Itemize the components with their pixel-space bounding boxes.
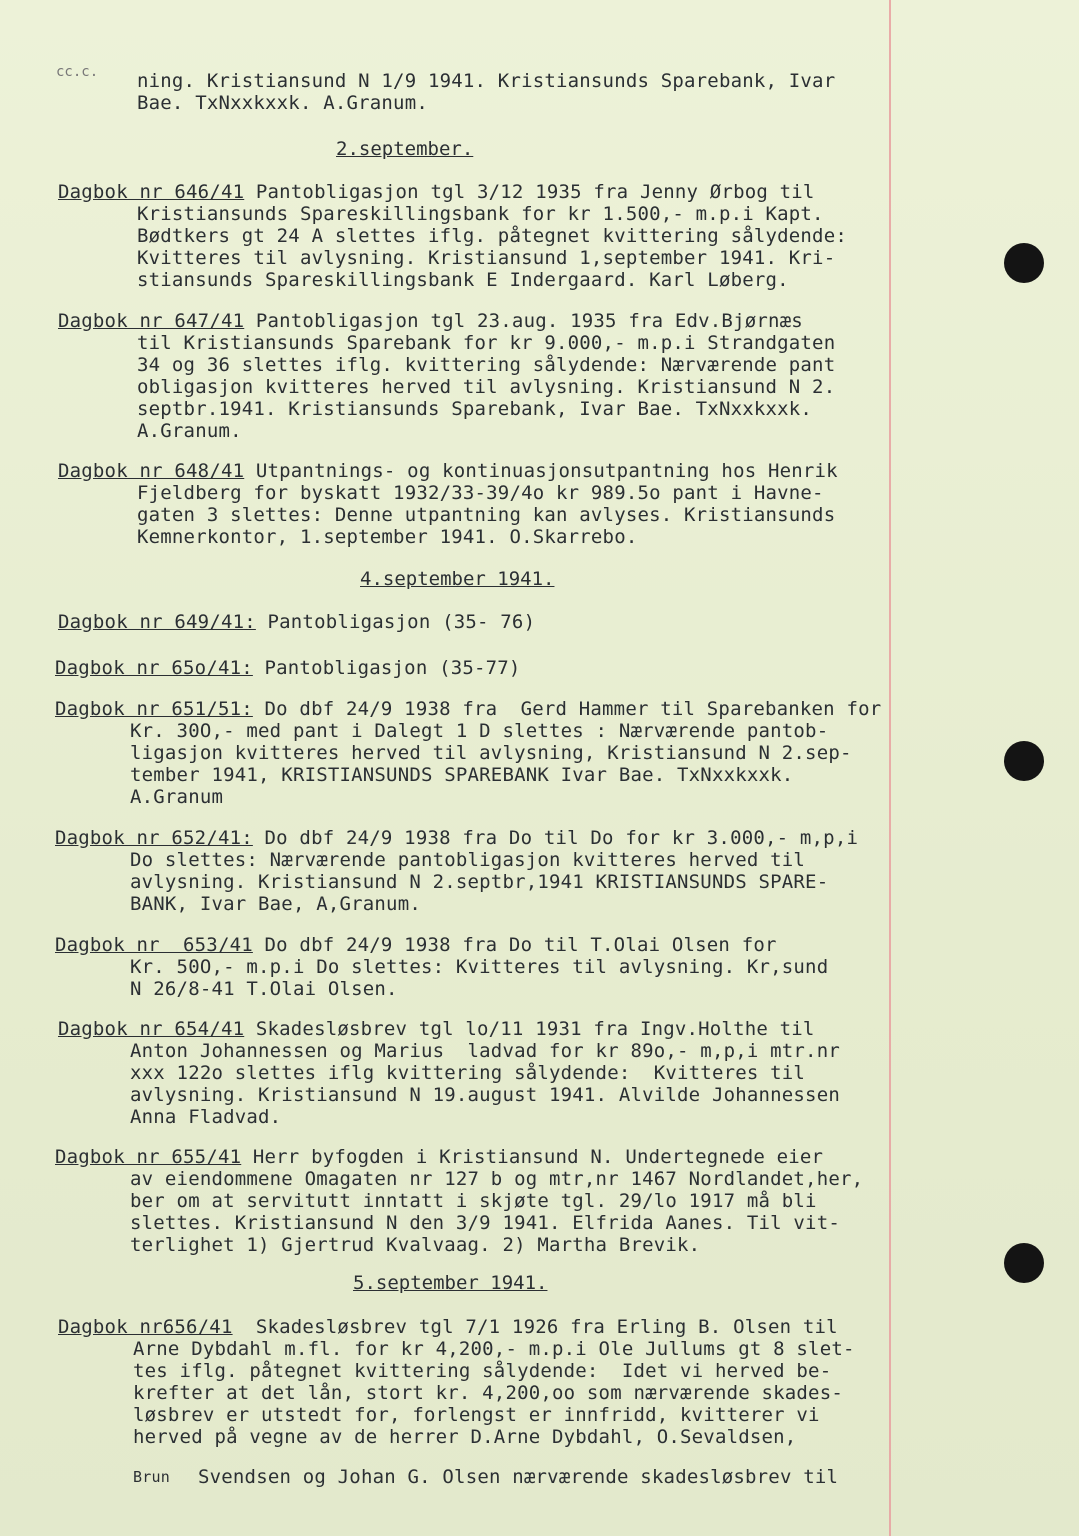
- entry-ref: Dagbok nr 655/41: [55, 1146, 242, 1168]
- text-line: xxx 122o slettes iflg kvittering sålydende: Kvitteres til: [130, 1062, 806, 1084]
- entry-first-line: [58, 611, 535, 633]
- entry-text: Pantobligasjon (35-77): [252, 657, 521, 679]
- entry-ref: Dagbok nr656/41: [58, 1316, 233, 1338]
- text-line: slettes. Kristiansund N den 3/9 1941. Elfrida Aanes. Til vit-: [130, 1212, 840, 1234]
- entry-ref: Dagbok nr 647/41: [58, 310, 245, 332]
- entry-first-line: [58, 460, 838, 482]
- entry-first-line: [58, 181, 815, 203]
- text-line: septbr.1941. Kristiansunds Sparebank, Ivar Bae. TxNxxkxxk.: [137, 398, 813, 420]
- entry-first-line: [58, 1316, 838, 1338]
- entry-text: Utpantnings- og kontinuasjonsutpantning hos Henrik: [244, 460, 838, 482]
- entry-ref: Dagbok nr 646/41: [58, 181, 245, 203]
- entry-ref: Dagbok nr 653/41: [55, 934, 253, 956]
- text-line: Arne Dybdahl m.fl. for kr 4,200,- m.p.i Ole Jullums gt 8 slet-: [133, 1338, 855, 1360]
- entry-text: Herr byfogden i Kristiansund N. Undertegnede eier: [241, 1146, 824, 1168]
- entry-text: Do dbf 24/9 1938 fra Do til Do for kr 3.000,- m,p,i: [252, 827, 859, 849]
- margin-rule: [889, 0, 891, 1536]
- punch-hole: [1004, 243, 1044, 283]
- text-line: stiansunds Spareskillingsbank E Indergaard. Karl Løberg.: [137, 269, 789, 291]
- entry-ref: Dagbok nr 654/41: [58, 1018, 245, 1040]
- entry-ref: Dagbok nr 652/41:: [55, 827, 253, 849]
- text-line: Bødtkers gt 24 A slettes iflg. påtegnet kvittering sålydende:: [137, 225, 847, 247]
- date-heading: 5.september 1941.: [353, 1272, 548, 1294]
- text-line: Anna Fladvad.: [130, 1106, 282, 1128]
- text-line: obligasjon kvitteres herved til avlysning. Kristiansund N 2.: [137, 376, 836, 398]
- entry-text: Do dbf 24/9 1938 fra Gerd Hammer til Sparebanken for: [252, 698, 882, 720]
- text-line: terlighet 1) Gjertrud Kvalvaag. 2) Martha Brevik.: [130, 1234, 701, 1256]
- text-line: Kr. 30O,- med pant i Dalegt 1 D slettes : Nærværende pantob-: [130, 720, 829, 742]
- text-line: Kemnerkontor, 1.september 1941. O.Skarrebo.: [137, 526, 638, 548]
- entry-ref: Dagbok nr 648/41: [58, 460, 245, 482]
- text-line: ber om at servitutt inntatt i skjøte tgl. 29/lo 1917 må bli: [130, 1190, 817, 1212]
- text-line: Bae. TxNxxkxxk. A.Granum.: [137, 92, 428, 114]
- text-line: løsbrev er utstedt for, forlengst er innfridd, kvitterer vi: [133, 1404, 820, 1426]
- entry-first-line: [55, 698, 881, 720]
- entry-ref: Dagbok nr 651/51:: [55, 698, 253, 720]
- entry-first-line: [55, 1146, 823, 1168]
- date-heading: 2.september.: [336, 138, 474, 160]
- text-line: tember 1941, KRISTIANSUNDS SPAREBANK Ivar Bae. TxNxxkxxk.: [130, 764, 794, 786]
- text-line: ning. Kristiansund N 1/9 1941. Kristiansunds Sparebank, Ivar: [137, 70, 836, 92]
- entry-first-line: [58, 310, 803, 332]
- entry-text: Pantobligasjon tgl 3/12 1935 fra Jenny Ørbog til: [244, 181, 815, 203]
- text-line: Svendsen og Johan G. Olsen nærværende skadesløsbrev til: [198, 1466, 839, 1488]
- entry-ref: Dagbok nr 649/41:: [58, 611, 256, 633]
- text-line: krefter at det lån, stort kr. 4,200,oo som nærværende skades-: [133, 1382, 843, 1404]
- entry-first-line: [55, 657, 521, 679]
- text-line: N 26/8-41 T.Olai Olsen.: [130, 978, 398, 1000]
- text-line: Kristiansunds Spareskillingsbank for kr 1.500,- m.p.i Kapt.: [137, 203, 824, 225]
- text-line: til Kristiansunds Sparebank for kr 9.000,- m.p.i Strandgaten: [137, 332, 836, 354]
- text-line: 34 og 36 slettes iflg. kvittering sålydende: Nærværende pant: [137, 354, 836, 376]
- text-line: av eiendommene Omagaten nr 127 b og mtr,nr 1467 Nordlandet,her,: [130, 1168, 864, 1190]
- text-line: Kvitteres til avlysning. Kristiansund 1,september 1941. Kri-: [137, 247, 836, 269]
- text-line: avlysning. Kristiansund N 2.septbr,1941 KRISTIANSUNDS SPARE-: [130, 871, 829, 893]
- text-line: A.Granum: [130, 786, 224, 808]
- corner-marks: cc.c.: [56, 64, 99, 80]
- entry-text: Pantobligasjon (35- 76): [255, 611, 536, 633]
- punch-hole: [1004, 1243, 1044, 1283]
- text-line: A.Granum.: [137, 420, 242, 442]
- entry-first-line: [55, 827, 858, 849]
- entry-text: Pantobligasjon tgl 23.aug. 1935 fra Edv.Bjørnæs: [244, 310, 803, 332]
- entry-text: Skadesløsbrev tgl 7/1 1926 fra Erling B. Olsen til: [232, 1316, 838, 1338]
- entry-first-line: [55, 934, 777, 956]
- entry-first-line: [58, 1018, 815, 1040]
- punch-hole: [1004, 741, 1044, 781]
- entry-ref: Dagbok nr 65o/41:: [55, 657, 253, 679]
- text-line: BANK, Ivar Bae, A,Granum.: [130, 893, 421, 915]
- date-heading: 4.september 1941.: [360, 568, 555, 590]
- entry-text: Skadesløsbrev tgl lo/11 1931 fra Ingv.Holthe til: [244, 1018, 815, 1040]
- text-line: tes iflg. påtegnet kvittering sålydende: Idet vi herved be-: [133, 1360, 832, 1382]
- margin-note: Brun: [133, 1468, 170, 1486]
- text-line: gaten 3 slettes: Denne utpantning kan avlyses. Kristiansunds: [137, 504, 836, 526]
- text-line: ligasjon kvitteres herved til avlysning, Kristiansund N 2.sep-: [130, 742, 852, 764]
- text-line: avlysning. Kristiansund N 19.august 1941. Alvilde Johannessen: [130, 1084, 840, 1106]
- text-line: Do slettes: Nærværende pantobligasjon kvitteres herved til: [130, 849, 806, 871]
- text-line: Fjeldberg for byskatt 1932/33-39/4o kr 989.5o pant i Havne-: [137, 482, 824, 504]
- text-line: Kr. 50O,- m.p.i Do slettes: Kvitteres til avlysning. Kr,sund: [130, 956, 829, 978]
- text-line: Anton Johannessen og Marius ladvad for kr 89o,- m,p,i mtr.nr: [130, 1040, 840, 1062]
- entry-text: Do dbf 24/9 1938 fra Do til T.Olai Olsen for: [252, 934, 777, 956]
- text-line: herved på vegne av de herrer D.Arne Dybdahl, O.Sevaldsen,: [133, 1426, 797, 1448]
